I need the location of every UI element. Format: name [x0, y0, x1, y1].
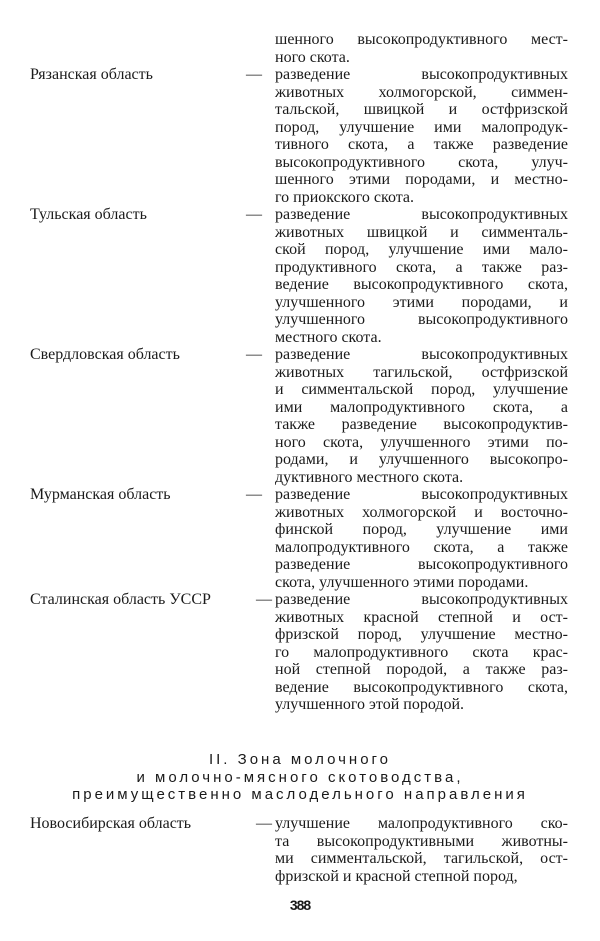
- text-line: та высокопродуктивными животны-: [275, 832, 568, 850]
- text-line: ской пород, улучшение ими мало-: [275, 241, 568, 258]
- section-heading: [0, 751, 600, 804]
- dash: —: [246, 486, 262, 503]
- region-name: Мурманская область: [30, 486, 171, 503]
- text-line: шенного высокопродуктивного мест-: [275, 31, 568, 48]
- region-name: Новосибирская область: [30, 815, 192, 832]
- region-description: [275, 206, 568, 346]
- text-line: ведение высокопродуктивного скота,: [275, 678, 568, 696]
- dash: —: [246, 206, 262, 223]
- region-description: [275, 66, 568, 206]
- text-line: улучшенного высокопродуктивного: [275, 311, 568, 328]
- text-line: улучшенного этими породами, и: [275, 293, 568, 311]
- region-name: Тульская область: [30, 206, 147, 223]
- text-line: животных тагильской, остфризской: [275, 363, 568, 381]
- text-line: животных холмогорской и восточно-: [275, 503, 568, 521]
- text-line: животных холмогорской, симмен-: [275, 83, 568, 101]
- text-line: улучшенного этой породой.: [275, 696, 465, 713]
- region-description: [275, 486, 568, 591]
- text-line: шенного этими породами, и местно-: [275, 171, 568, 188]
- text-line: го приокского скота.: [275, 188, 415, 206]
- text-line: пород, улучшение ими малопродук-: [275, 118, 568, 136]
- text-line: финской пород, улучшение ими: [275, 521, 568, 538]
- region-name: Свердловская область: [30, 346, 180, 363]
- text-line: го малопродуктивного скота крас-: [275, 643, 568, 661]
- text-line: ного скота, улучшенного этими по-: [275, 433, 568, 451]
- continuation-text: [275, 31, 568, 66]
- region-name: Сталинская область УССР: [30, 591, 211, 608]
- text-line: родами, и улучшенного высокопро-: [275, 451, 568, 468]
- dash: —: [246, 66, 262, 83]
- text-line: разведение высокопродуктивных: [275, 591, 568, 608]
- text-line: скота, улучшенного этими породами.: [275, 573, 529, 591]
- page-number: 388: [289, 897, 311, 913]
- text-line: тивного скота, а также разведение: [275, 136, 568, 153]
- text-line: также разведение высокопродуктив-: [275, 416, 568, 433]
- text-line: разведение высокопродуктивных: [275, 66, 568, 83]
- text-line: ведение высокопродуктивного скота,: [275, 276, 568, 293]
- text-line: ной степной породой, а также раз-: [275, 661, 568, 678]
- text-line: разведение высокопродуктивных: [275, 486, 568, 503]
- text-line: местного скота.: [275, 328, 382, 346]
- text-line: ми симментальской, тагильской, ост-: [275, 850, 568, 867]
- dash: —: [246, 346, 262, 363]
- text-line: фризской и красной степной пород,: [275, 867, 518, 885]
- region-description: [275, 591, 568, 714]
- text-line: животных швицкой и симменталь-: [275, 223, 568, 241]
- text-line: животных красной степной и ост-: [275, 608, 568, 626]
- text-line: улучшение малопродуктивного ско-: [275, 815, 568, 832]
- heading-line: и молочно-мясного скотоводства,: [136, 768, 464, 786]
- region-description: [275, 815, 568, 885]
- region-description: [275, 346, 568, 486]
- region-name: Рязанская область: [30, 66, 153, 83]
- heading-line: преимущественно маслодельного направления: [72, 786, 528, 803]
- dash: —: [256, 591, 272, 608]
- text-line: и симментальской пород, улучшение: [275, 381, 568, 398]
- dash: —: [256, 815, 272, 832]
- text-line: высокопродуктивного скота, улуч-: [275, 153, 568, 171]
- text-line: дуктивного местного скота.: [275, 468, 464, 486]
- text-line: продуктивного скота, а также раз-: [275, 258, 568, 276]
- text-line: ного скота.: [275, 48, 350, 66]
- text-line: разведение высокопродуктивных: [275, 206, 568, 223]
- text-line: ими малопродуктивного скота, а: [275, 398, 568, 416]
- text-line: тальской, швицкой и остфризской: [275, 101, 568, 118]
- text-line: разведение высокопродуктивных: [275, 346, 568, 363]
- heading-line: II. Зона молочного: [208, 751, 392, 768]
- text-line: фризской пород, улучшение местно-: [275, 626, 568, 643]
- text-line: малопродуктивного скота, а также: [275, 538, 568, 556]
- text-line: разведение высокопродуктивного: [275, 556, 568, 573]
